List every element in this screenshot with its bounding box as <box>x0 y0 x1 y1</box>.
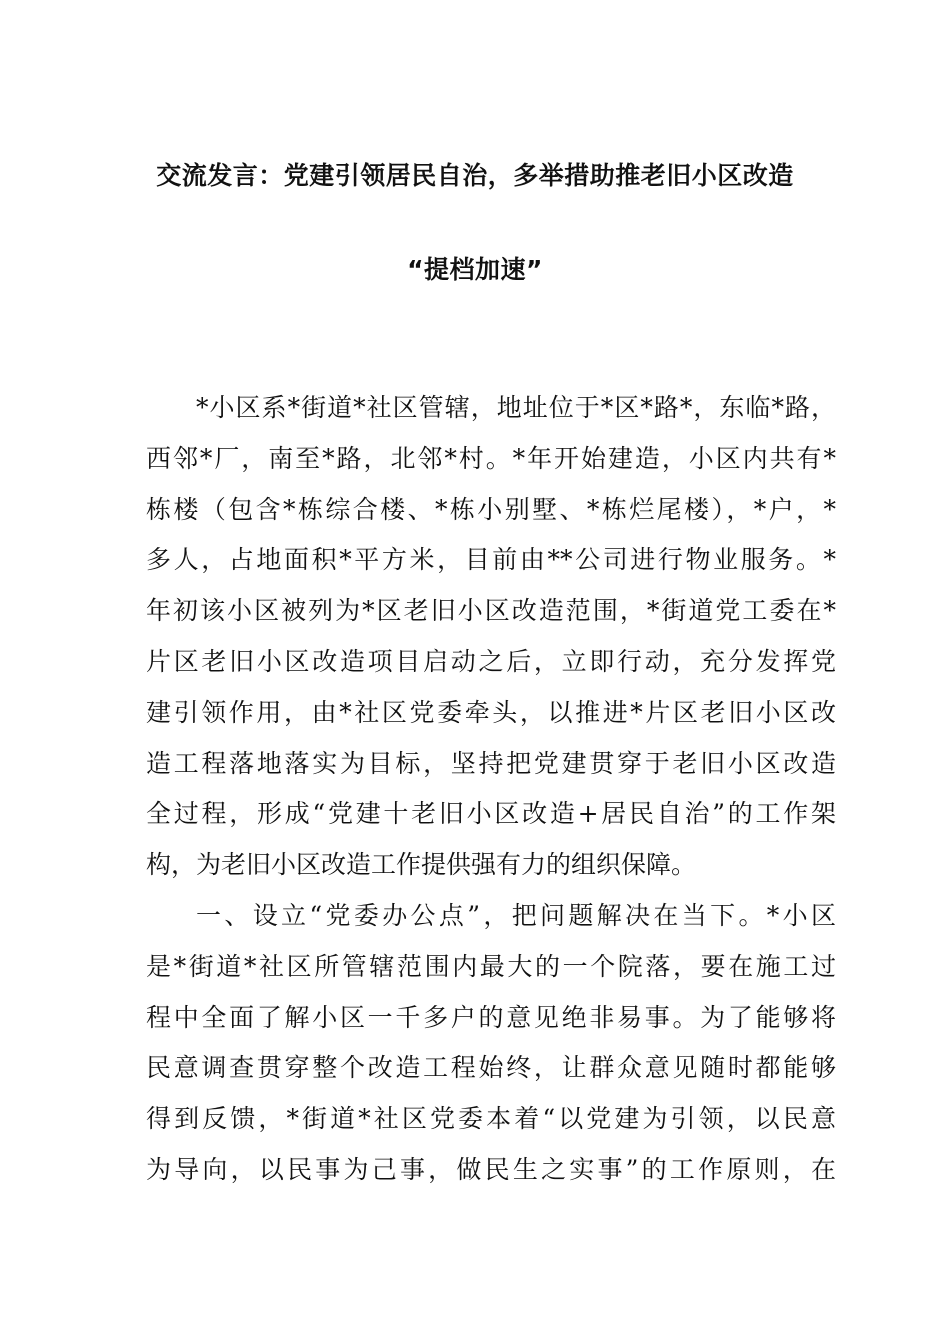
paragraph-line: 西邻*厂，南至*路，北邻*村。*年开始建造，小区内共有* <box>146 443 836 473</box>
paragraph-line: 构，为老旧小区改造工作提供强有力的组织保障。 <box>146 850 697 880</box>
document-body <box>146 383 836 1196</box>
paragraph-line: 得到反馈，*街道*社区党委本着“以党建为引领，以民意 <box>146 1104 836 1134</box>
paragraph-line: 栋楼（包含*栋综合楼、*栋小别墅、*栋烂尾楼），*户，* <box>146 494 836 524</box>
paragraph-line: 造工程落地落实为目标，坚持把党建贯穿于老旧小区改造 <box>146 748 836 778</box>
paragraph-line: 全过程，形成“党建十老旧小区改造+居民自治”的工作架 <box>146 799 836 829</box>
paragraph-line: 民意调查贯穿整个改造工程始终，让群众意见随时都能够 <box>146 1053 836 1083</box>
paragraph-section-one <box>146 891 836 1196</box>
paragraph-intro <box>146 383 836 891</box>
paragraph-line: 为导向，以民事为己事，做民生之实事”的工作原则，在 <box>146 1154 836 1184</box>
paragraph-line: 建引领作用，由*社区党委牵头，以推进*片区老旧小区改 <box>146 697 836 727</box>
paragraph-line: *小区系*街道*社区管辖，地址位于*区*路*，东临*路， <box>196 393 836 422</box>
document-title-line-2: “提档加速” <box>407 255 543 284</box>
document-title-line-1: 交流发言：党建引领居民自治，多举措助推老旧小区改造 <box>156 161 794 190</box>
paragraph-line: 程中全面了解小区一千多户的意见绝非易事。为了能够将 <box>146 1002 836 1032</box>
paragraph-line: 片区老旧小区改造项目启动之后，立即行动，充分发挥党 <box>146 646 836 676</box>
paragraph-line: 是*街道*社区所管辖范围内最大的一个院落，要在施工过 <box>146 951 836 981</box>
paragraph-line: 年初该小区被列为*区老旧小区改造范围，*街道党工委在* <box>146 596 836 626</box>
paragraph-line: 多人，占地面积*平方米，目前由**公司进行物业服务。* <box>146 545 836 575</box>
paragraph-line: 一、设立“党委办公点”，把问题解决在当下。*小区 <box>196 900 836 930</box>
